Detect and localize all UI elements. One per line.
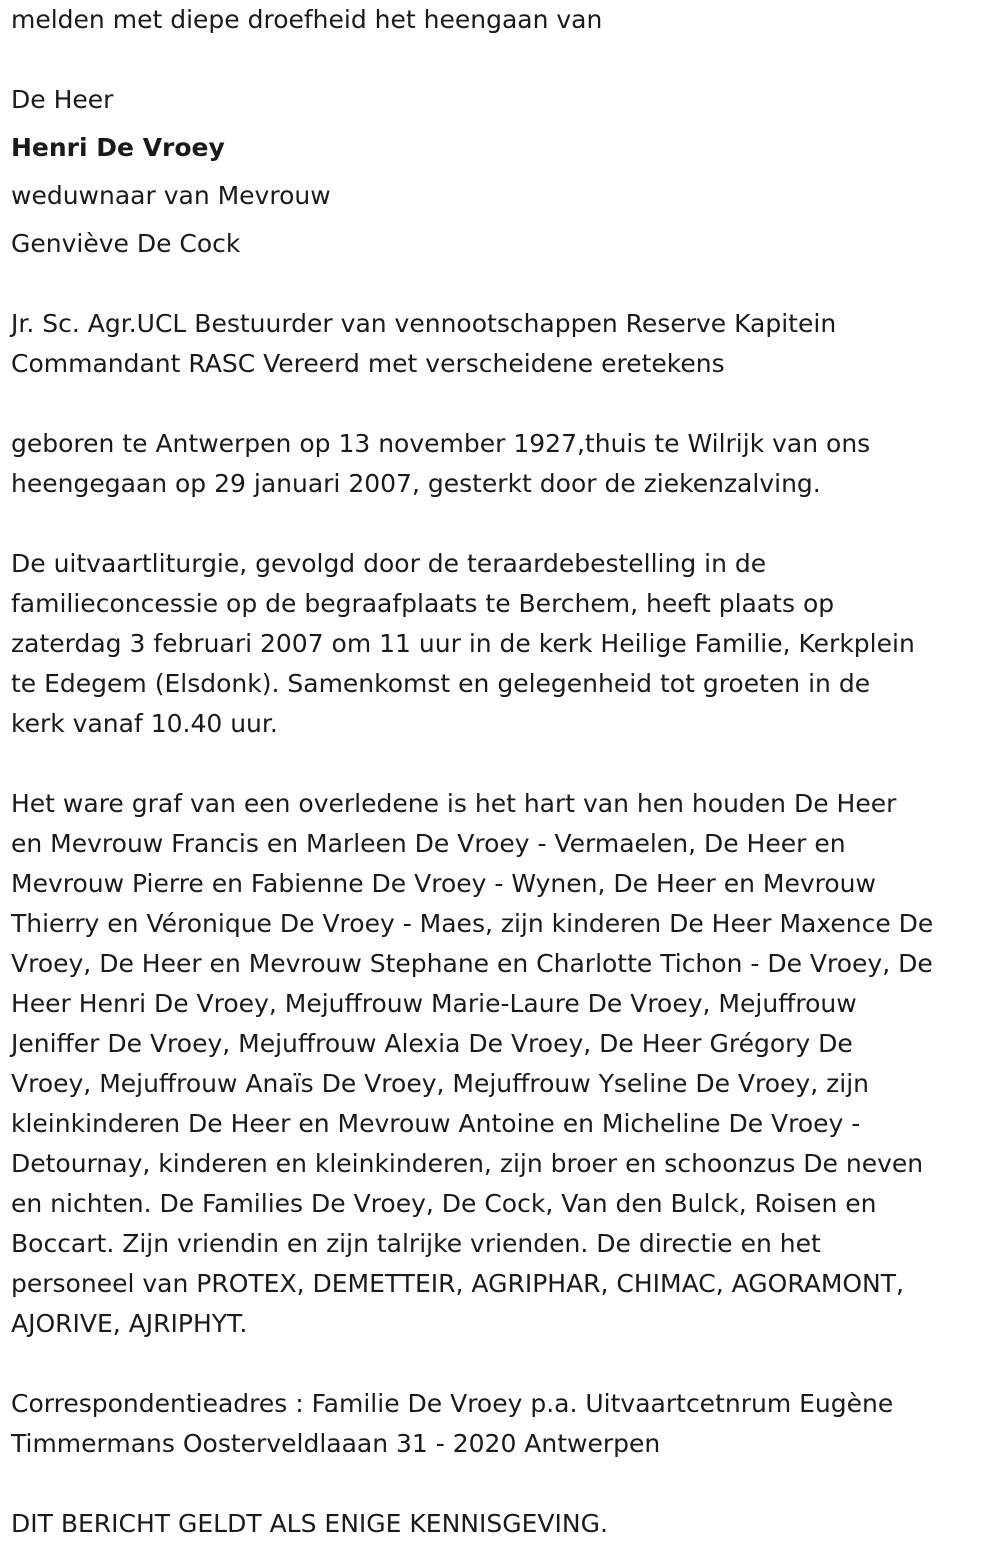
spacer (11, 744, 996, 784)
spacer (11, 1344, 996, 1384)
spacer (11, 504, 996, 544)
birth-death-paragraph: geboren te Antwerpen op 13 november 1927,thuis te Wilrijk van ons heengegaan op 29 januari 2007, gesterkt door de ziekenzalving. (11, 429, 871, 498)
death-notice (11, 0, 996, 1544)
spacer (11, 384, 996, 424)
spouse-name: Genviève De Cock (11, 229, 241, 258)
deceased-name: Henri De Vroey (11, 133, 225, 162)
correspondence-paragraph: Correspondentieadres : Familie De Vroey p.a. Uitvaartcetnrum Eugène Timmermans Oosterveldlaaan 31 - 2020 Antwerpen (11, 1389, 894, 1458)
intro-line: melden met diepe droefheid het heengaan van (11, 5, 603, 34)
closing-line: DIT BERICHT GELDT ALS ENIGE KENNISGEVING. (11, 1509, 608, 1538)
family-paragraph: Het ware graf van een overledene is het hart van hen houden De Heer en Mevrouw Francis en Marleen De Vroey - Vermaelen, De Heer en Mevrouw Pierre en Fabienne De Vroey - Wynen, De Heer en Mevrouw Thierry en Véronique De Vroey - Maes, zijn kinderen De Heer Maxence De Vroey, De Heer en Mevrouw Stephane en Charlotte Tichon - De Vroey, De Heer Henri De Vroey, Mejuffrouw Marie-Laure De Vroey, Mejuffrouw Jeniffer De Vroey, Mejuffrouw Alexia De Vroey, De Heer Grégory De Vroey, Mejuffrouw Anaïs De Vroey, Mejuffrouw Yseline De Vroey, zijn kleinkinderen De Heer en Mevrouw Antoine en Micheline De Vroey - Detournay, kinderen en kleinkinderen, zijn broer en schoonzus De neven en nichten. De Families De Vroey, De Cock, Van den Bulck, Roisen en Boccart. Zijn vriendin en zijn talrijke vrienden. De directie en het personeel van PROTEX, DEMETTEIR, AGRIPHAR, CHIMAC, AGORAMONT, AJORIVE, AJRIPHYT. (11, 789, 934, 1338)
spacer (11, 1464, 996, 1504)
salutation: De Heer (11, 85, 114, 114)
titles-paragraph: Jr. Sc. Agr.UCL Bestuurder van vennootschappen Reserve Kapitein Commandant RASC Vereerd met verscheidene eretekens (11, 309, 837, 378)
spacer (11, 268, 996, 304)
widower-line: weduwnaar van Mevrouw (11, 181, 331, 210)
spacer (11, 40, 996, 76)
funeral-paragraph: De uitvaartliturgie, gevolgd door de teraardebestelling in de familieconcessie op de begraafplaats te Berchem, heeft plaats op zaterdag 3 februari 2007 om 11 uur in de kerk Heilige Familie, Kerkplein te Edegem (Elsdonk). Samenkomst en gelegenheid tot groeten in de kerk vanaf 10.40 uur. (11, 549, 915, 738)
